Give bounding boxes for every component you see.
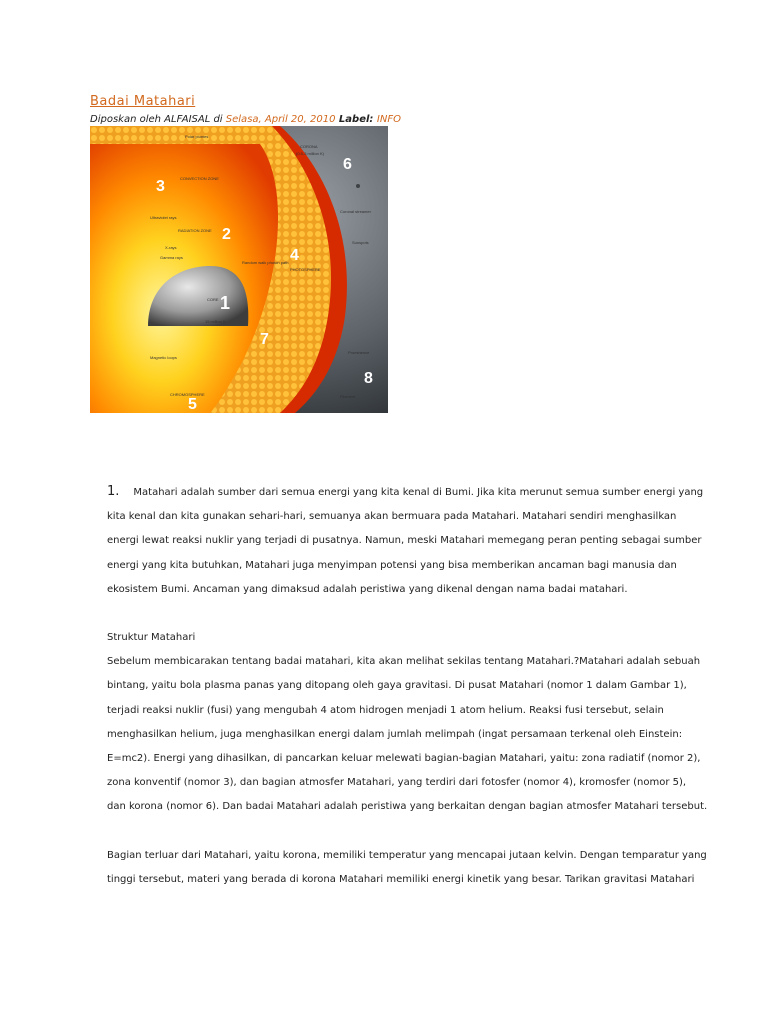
sun-structure-figure (90, 126, 388, 413)
paragraph-line: zona konventif (nomor 3), dan bagian atmosfer Matahari, yang terdiri dari fotosfer (nomor 4), kromosfer (nomor 5), (107, 777, 687, 789)
meta-date-link[interactable]: Selasa, April 20, 2010 (225, 114, 336, 125)
paragraph-line: ekosistem Bumi. Ancaman yang dimaksud adalah peristiwa yang dikenal dengan nama badai matahari. (107, 583, 628, 595)
label-gamma-rays: Gamma rays (160, 255, 183, 260)
meta-label-link[interactable]: INFO (376, 114, 401, 125)
label-corona: CORONA (300, 144, 318, 149)
label-radiation-zone: RADIATION ZONE (178, 228, 212, 233)
paragraph-line: Bagian terluar dari Matahari, yaitu korona, memiliki temperatur yang mencapai jutaan kelvin. Dengan temparatur yang (107, 850, 707, 861)
label-chromosphere: CHROMOSPHERE (170, 392, 205, 397)
figure-number-7: 7 (260, 331, 269, 348)
label-magnetic-loops: Magnetic loops (150, 355, 177, 360)
label-random-walk: Random walk photon path (242, 260, 289, 265)
paragraph-line: energi yang kita butuhkan, Matahari juga menyimpan potensi yang bisa memberikan ancaman bagi manusia dan (107, 559, 677, 571)
figure-number-6: 6 (343, 156, 352, 173)
sun-diagram (90, 126, 388, 413)
paragraph-korona (107, 844, 707, 892)
figure-number-8: 8 (364, 370, 373, 387)
figure-number-4: 4 (290, 247, 299, 264)
label-core: CORE (207, 297, 219, 302)
label-core-temp: 15 million K (205, 319, 226, 324)
meta-author: Diposkan oleh ALFAISAL di (90, 114, 226, 125)
list-number: 1. (107, 484, 120, 499)
post-title-link[interactable]: Badai Matahari (90, 94, 196, 109)
figure-number-2: 2 (222, 226, 231, 243)
label-convection-zone: CONVECTION ZONE (180, 176, 219, 181)
label-prominence: Prominence (348, 350, 370, 355)
paragraph-line: energi lewat reaksi nuklir yang terjadi di pusatnya. Namun, meski Matahari memegang peran penting sebagai sumber (107, 535, 702, 547)
paragraph-line: 1. Matahari adalah sumber dari semua energi yang kita kenal di Bumi. Jika kita merunut semua sumber energi yang (107, 484, 704, 499)
label-photosphere: PHOTOSPHERE (290, 267, 321, 272)
figure-number-3: 3 (156, 178, 165, 195)
paragraph-line: kita kenal dan kita gunakan sehari-hari, semuanya akan bermuara pada Matahari. Matahari sendiri menghasilkan (107, 511, 677, 523)
post-meta (90, 114, 401, 125)
paragraph-line: dan korona (nomor 6). Dan badai Matahari adalah peristiwa yang berkaitan dengan bagian atmosfer Matahari tersebut. (107, 801, 708, 813)
paragraph-intro (107, 480, 704, 602)
label-corona-temp: (0.5-3 million K) (296, 151, 325, 156)
paragraph-line: E=mc2). Energi yang dihasilkan, di pancarkan keluar melewati bagian-bagian Matahari, yaitu: zona radiatif (nomor 2), (107, 753, 701, 765)
paragraph-struktur (107, 626, 708, 820)
paragraph-line: Sebelum membicarakan tentang badai matahari, kita akan melihat sekilas tentang Matahari.?Matahari adalah sebuah (107, 656, 701, 668)
label-ultraviolet: Ultraviolet rays (150, 215, 177, 220)
section-heading: Struktur Matahari (107, 632, 196, 643)
paragraph-line: tinggi tersebut, materi yang berada di korona Matahari memiliki energi kinetik yang besar. Tarikan gravitasi Matahari (107, 874, 695, 886)
label-xrays: X-rays (165, 245, 177, 250)
label-sunspots: Sunspots (352, 240, 369, 245)
paragraph-line: terjadi reaksi nuklir (fusi) yang mengubah 4 atom hidrogen menjadi 1 atom helium. Reaksi fusi tersebut, selain (107, 704, 664, 716)
paragraph-line: bintang, yaitu bola plasma panas yang ditopang oleh gaya gravitasi. Di pusat Matahari (nomor 1 dalam Gambar 1), (107, 680, 687, 692)
label-coronal-streamer: Coronal streamer (340, 209, 371, 214)
label-filament: Filament (340, 394, 356, 399)
paragraph-line: menghasilkan helium, juga menghasilkan energi dalam jumlah melimpah (ingat persamaan terkenal oleh Einstein: (107, 728, 683, 740)
figure-number-5: 5 (188, 396, 197, 413)
figure-number-1: 1 (220, 293, 231, 313)
label-polar-plumes: Polar plumes (185, 134, 209, 139)
meta-label-prefix: Label: (335, 114, 377, 125)
